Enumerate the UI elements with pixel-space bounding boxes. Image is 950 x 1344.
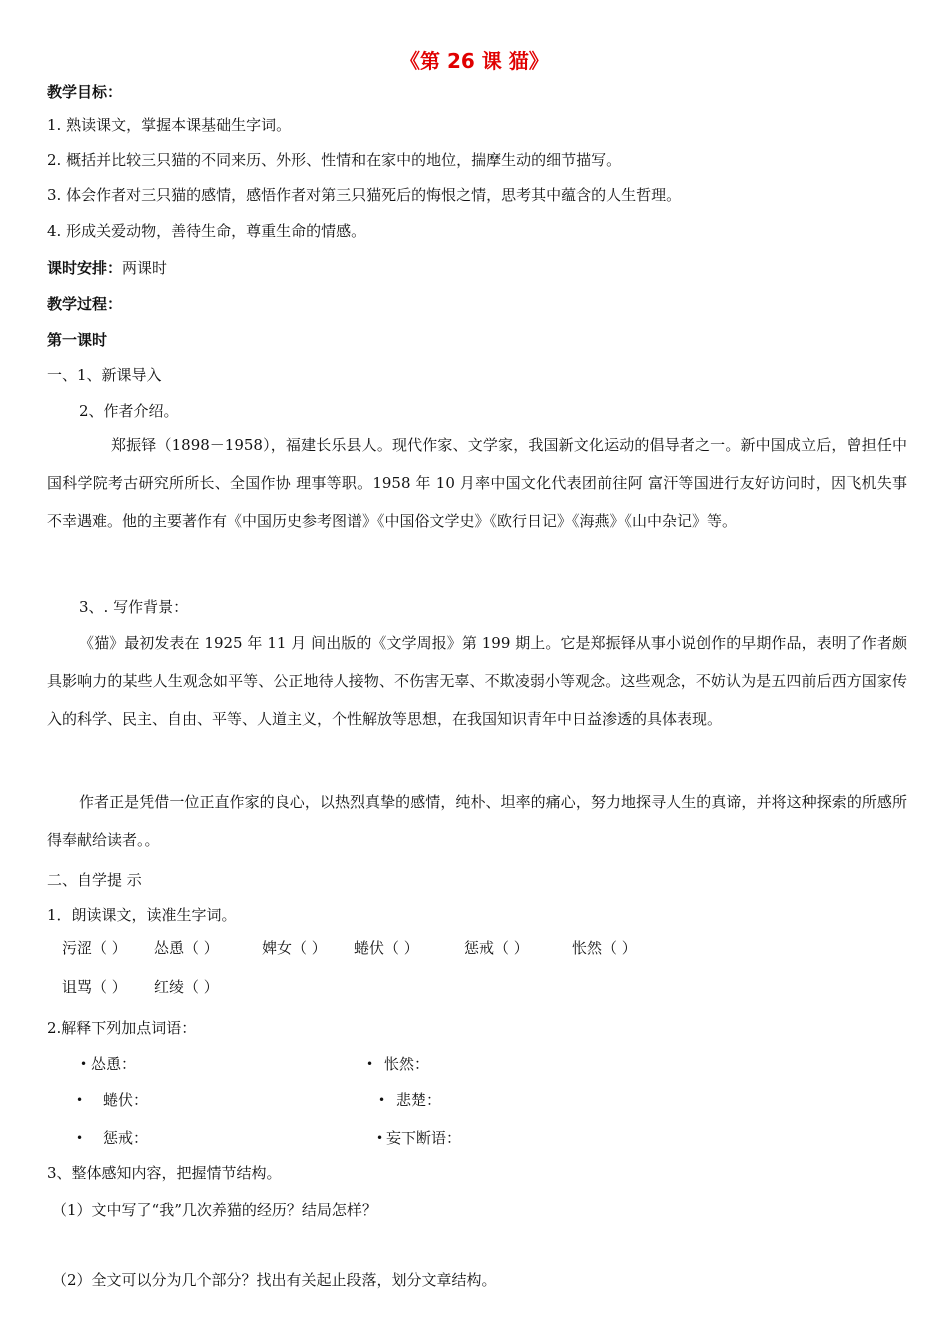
- question-sub-1: （1）文中写了“我”几次养猫的经历？结局怎样？: [52, 1201, 377, 1219]
- word-item: 诅骂（ ）: [62, 978, 127, 996]
- word-item: 蜷伏（ ）: [354, 939, 419, 957]
- word-item: 怅然（ ）: [572, 939, 637, 957]
- objectives-heading: 教学目标：: [47, 83, 123, 101]
- objective-item-1: 1. 熟读课文，掌握本课基础生字词。: [47, 116, 292, 134]
- term-right-1: 怅然：: [384, 1055, 430, 1073]
- document-title: 《第 26 课 猫》: [400, 49, 549, 73]
- term-right-2: 悲楚：: [396, 1091, 442, 1109]
- words-row-1: [62, 938, 672, 958]
- word-item: 怂恿（ ）: [154, 939, 219, 957]
- bullet-icon: •: [76, 1131, 84, 1145]
- section1-item1: 一、1、新课导入: [47, 366, 162, 384]
- process-heading: 教学过程：: [47, 295, 123, 313]
- bullet-icon: •: [378, 1093, 386, 1107]
- bullet-icon: •: [76, 1093, 84, 1107]
- schedule-line: [47, 258, 167, 278]
- section2-q3: 3、整体感知内容，把握情节结构。: [47, 1164, 282, 1182]
- term-right-3: 妄下断语：: [386, 1129, 462, 1147]
- background-paragraph-2: 作者正是凭借一位正直作家的良心，以热烈真挚的感情，纯朴、坦率的痛心，努力地探寻人生的真谛，并将这种探索的所感所得奉献给读者。。: [47, 793, 907, 849]
- section1-item2: 2、作者介绍。: [79, 402, 179, 420]
- background-paragraph-1: 《猫》最初发表在 1925 年 11 月 间出版的《文学周报》第 199 期上。它是郑振铎从事小说创作的早期作品，表明了作者颇具影响力的某些人生观念如平等、公正地待人接物、不伤害无辜、不欺凌弱小等观念。这些观念，不妨认为是五四前后西方国家传入的科学、民主、自由、平等、人道主义，个性解放等思想，在我国知识青年中日益渗透的具体表现。: [47, 634, 907, 728]
- term-left-2: 蜷伏：: [103, 1091, 149, 1109]
- bullet-icon: •: [80, 1057, 88, 1071]
- objective-item-4: 4. 形成关爱动物，善待生命，尊重生命的情感。: [47, 222, 367, 240]
- section2-q2: 2.解释下列加点词语：: [47, 1019, 197, 1037]
- question-sub-2: （2）全文可以分为几个部分？找出有关起止段落，划分文章结构。: [52, 1271, 497, 1289]
- word-item: 红绫（ ）: [154, 978, 219, 996]
- section2-q1: 1．朗读课文，读准生字词。: [47, 906, 237, 924]
- lesson1-heading: 第一课时: [47, 331, 108, 349]
- word-item: 污涩（ ）: [62, 939, 127, 957]
- word-item: 惩戒（ ）: [464, 939, 529, 957]
- term-left-3: 惩戒：: [103, 1129, 149, 1147]
- objective-item-3: 3. 体会作者对三只猫的感情，感悟作者对第三只猫死后的悔恨之情，思考其中蕴含的人生哲理。: [47, 186, 682, 204]
- schedule-value: 两课时: [122, 259, 168, 277]
- word-item: 婢女（ ）: [262, 939, 327, 957]
- author-paragraph: 郑振铎（1898－1958），福建长乐县人。现代作家、文学家，我国新文化运动的倡导者之一。新中国成立后，曾担任中国科学院考古研究所所长、全国作协 理事等职。1958 年 10 月率中国文化代表团前往阿 富汗等国进行友好访问时，因飞机失事不幸遇难。他的主要著作有《中国历史参考图谱》《中国俗文学史》《欧行日记》《海燕》《山中杂记》等。: [47, 436, 907, 530]
- section1-item3: 3、. 写作背景：: [79, 598, 189, 616]
- section2-heading: 二、自学提 示: [47, 871, 142, 889]
- words-row-2: [62, 977, 294, 997]
- bullet-icon: •: [376, 1131, 384, 1145]
- bullet-icon: •: [366, 1057, 374, 1071]
- schedule-label: 课时安排：: [47, 259, 123, 277]
- term-left-1: 怂恿：: [91, 1055, 137, 1073]
- objective-item-2: 2. 概括并比较三只猫的不同来历、外形、性情和在家中的地位，揣摩生动的细节描写。: [47, 151, 622, 169]
